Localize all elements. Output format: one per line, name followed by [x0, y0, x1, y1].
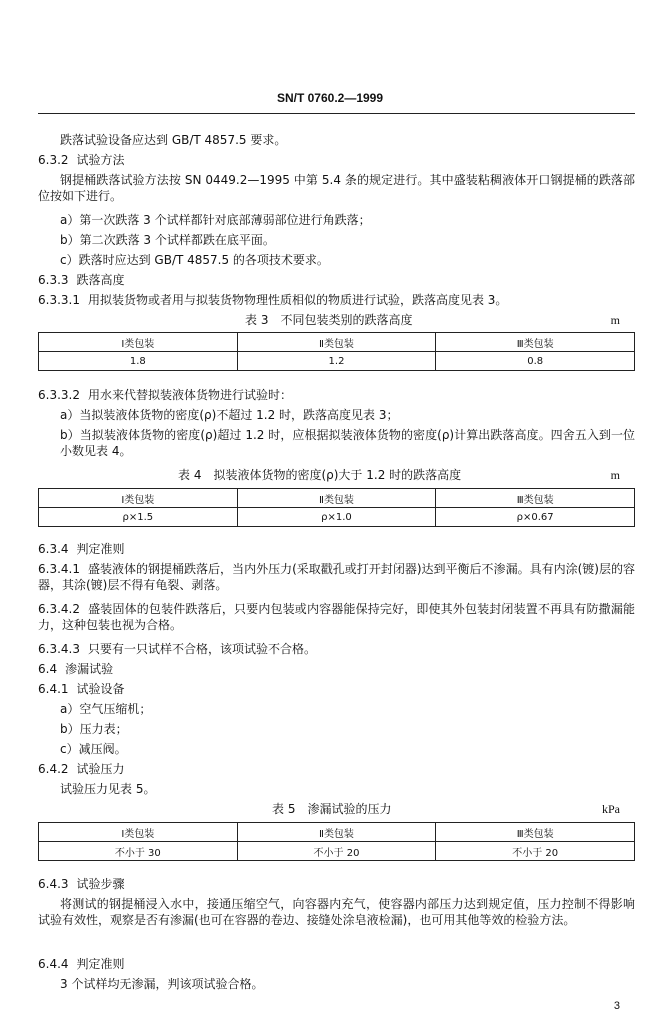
section-title: 试验设备 [76, 682, 125, 696]
section-6-3-2-heading [38, 152, 125, 168]
standard-header: SN/T 0760.2—1999 [276, 91, 384, 105]
header-rule [38, 113, 635, 114]
table-cell: ρ×1.5 [39, 508, 238, 527]
section-text: 用水来代替拟装液体货物进行试验时： [87, 388, 292, 402]
table-header-cell: Ⅰ类包装 [39, 489, 238, 508]
table-cell: 0.8 [436, 352, 635, 371]
table-header-cell: Ⅲ类包装 [436, 823, 635, 842]
section-number: 6.3.3.1 [38, 293, 80, 307]
section-title: 试验压力 [76, 762, 125, 776]
section-number: 6.3.2 [38, 153, 69, 167]
paragraph-test-procedure: 将测试的钢提桶浸入水中，接通压缩空气，向容器内充气，使容器内部压力达到规定值，压力控制不得影响试验有效性，观察是否有渗漏(也可在容器的卷边、接缝处涂皂液检漏)，也可用其他等效的检验方法。 [38, 897, 635, 927]
table-cell: 不小于 20 [436, 842, 635, 861]
list-item-b-density-high: b）当拟装液体货物的密度(ρ)超过 1.2 时，应根据拟装液体货物的密度(ρ)计算出跌落高度。四舍五入到一位小数见表 4。 [60, 428, 635, 458]
table-header-cell: Ⅲ类包装 [436, 333, 635, 352]
section-6-3-4-heading [38, 541, 125, 557]
section-6-4-heading [38, 661, 113, 677]
table-row [39, 508, 635, 527]
section-title: 判定准则 [76, 542, 125, 556]
table-4-caption: 表 4 拟装液体货物的密度(ρ)大于 1.2 时的跌落高度 [178, 468, 462, 482]
section-number: 6.3.4 [38, 542, 69, 556]
list-item-a-first-drop: a）第一次跌落 3 个试样都针对底部薄弱部位进行角跌落； [60, 213, 371, 227]
section-text: 盛装固体的包装件跌落后，只要内包装或内容器能保持完好，即使其外包装封闭装置不再具有防撒漏能力，这种包装也视为合格。 [38, 602, 635, 632]
table-5-caption: 表 5 渗漏试验的压力 [272, 802, 392, 816]
section-number: 6.3.4.2 [38, 602, 80, 616]
table-5 [38, 822, 635, 861]
table-cell: 1.8 [39, 352, 238, 371]
table-header-cell: Ⅰ类包装 [39, 823, 238, 842]
list-item-b-pressure-gauge: b）压力表； [60, 722, 128, 736]
section-6-3-4-1 [38, 561, 635, 593]
table-header-cell: Ⅱ类包装 [237, 489, 436, 508]
section-title: 跌落高度 [76, 273, 125, 287]
section-text: 只要有一只试样不合格，该项试验不合格。 [87, 642, 316, 656]
section-title: 试验方法 [76, 153, 125, 167]
section-6-4-1-heading [38, 681, 125, 697]
list-item-a-compressor: a）空气压缩机； [60, 702, 152, 716]
table-cell: 不小于 20 [237, 842, 436, 861]
section-number: 6.4.1 [38, 682, 69, 696]
paragraph-judgement: 3 个试样均无渗漏，判该项试验合格。 [60, 977, 264, 991]
table-3-unit: m [610, 313, 620, 327]
section-number: 6.4.4 [38, 957, 69, 971]
section-number: 6.4.3 [38, 877, 69, 891]
table-cell: 1.2 [237, 352, 436, 371]
section-6-4-3-heading [38, 876, 125, 892]
section-6-3-4-2 [38, 601, 635, 633]
table-header-cell: Ⅱ类包装 [237, 823, 436, 842]
section-number: 6.4.2 [38, 762, 69, 776]
table-3 [38, 332, 635, 371]
section-6-3-3-2 [38, 387, 292, 403]
section-title: 判定准则 [76, 957, 125, 971]
section-6-3-3-1 [38, 292, 507, 308]
table-4-unit: m [610, 468, 620, 482]
table-header-cell: Ⅱ类包装 [237, 333, 436, 352]
table-cell: ρ×0.67 [436, 508, 635, 527]
section-6-4-4-heading [38, 956, 125, 972]
section-number: 6.4 [38, 662, 58, 676]
page-number: 3 [613, 1000, 620, 1012]
section-number: 6.3.3 [38, 273, 69, 287]
table-3-caption: 表 3 不同包装类别的跌落高度 [245, 313, 413, 327]
section-title: 试验步骤 [76, 877, 125, 891]
list-item-a-density-low: a）当拟装液体货物的密度(ρ)不超过 1.2 时，跌落高度见表 3； [60, 408, 399, 422]
list-item-c-reducing-valve: c）减压阀。 [60, 742, 127, 756]
section-number: 6.3.3.2 [38, 388, 80, 402]
paragraph-drop-equipment: 跌落试验设备应达到 GB/T 4857.5 要求。 [60, 133, 287, 147]
section-6-3-4-3 [38, 641, 316, 657]
section-title: 渗漏试验 [65, 662, 114, 676]
table-5-unit: kPa [602, 802, 620, 816]
table-header-cell: Ⅰ类包装 [39, 333, 238, 352]
section-number: 6.3.4.3 [38, 642, 80, 656]
list-item-b-second-drop: b）第二次跌落 3 个试样都跌在底平面。 [60, 233, 275, 247]
section-6-4-2-heading [38, 761, 125, 777]
table-header-row [39, 489, 635, 508]
paragraph-test-method: 钢提桶跌落试验方法按 SN 0449.2—1995 中第 5.4 条的规定进行。其中盛装粘稠液体开口钢提桶的跌落部位按如下进行。 [38, 173, 635, 203]
table-header-cell: Ⅲ类包装 [436, 489, 635, 508]
section-6-3-3-heading [38, 272, 125, 288]
section-text: 用拟装货物或者用与拟装货物物理性质相似的物质进行试验，跌落高度见表 3。 [87, 293, 508, 307]
table-4 [38, 488, 635, 527]
paragraph-test-pressure: 试验压力见表 5。 [60, 782, 156, 796]
table-header-row [39, 823, 635, 842]
table-row [39, 842, 635, 861]
section-number: 6.3.4.1 [38, 562, 80, 576]
table-row [39, 352, 635, 371]
table-cell: 不小于 30 [39, 842, 238, 861]
table-cell: ρ×1.0 [237, 508, 436, 527]
table-header-row [39, 333, 635, 352]
section-text: 盛装液体的钢提桶跌落后，当内外压力(采取戳孔或打开封闭器)达到平衡后不渗漏。具有内涂(镀)层的容器，其涂(镀)层不得有龟裂、剥落。 [38, 562, 635, 592]
list-item-c-requirements: c）跌落时应达到 GB/T 4857.5 的各项技术要求。 [60, 253, 329, 267]
